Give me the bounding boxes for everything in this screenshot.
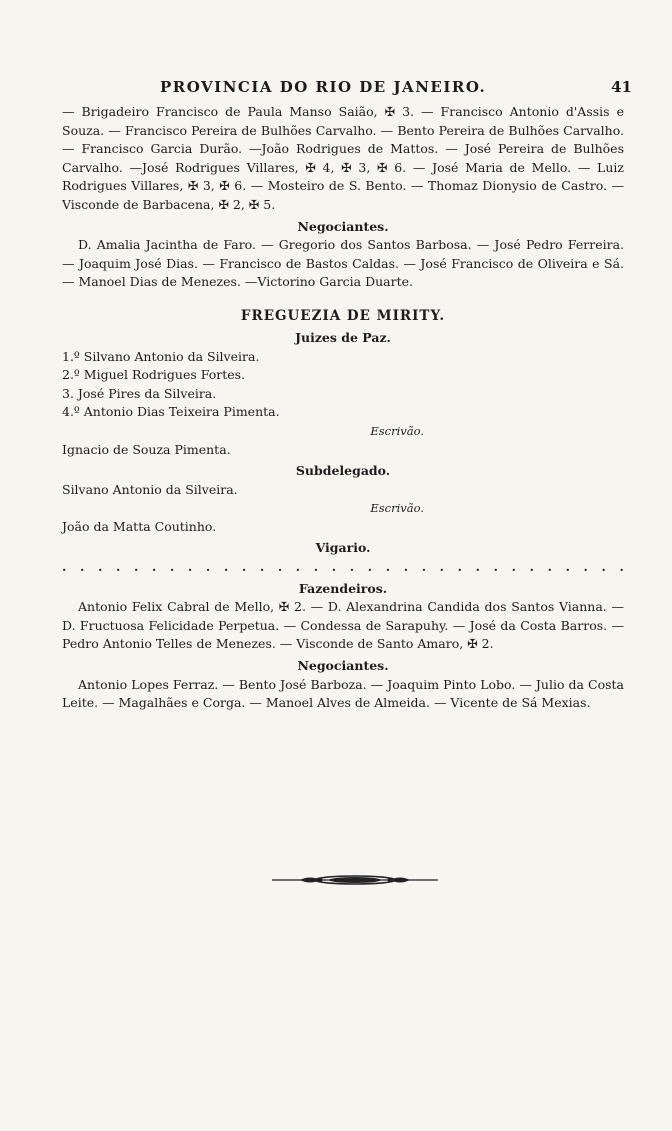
list-item: 3. José Pires da Silveira. (62, 385, 217, 401)
escrivao-name: Ignacio de Souza Pimenta. (62, 441, 231, 457)
running-title: PROVINCIA DO RIO DE JANEIRO. (160, 78, 487, 96)
list-item: 4.º Antonio Dias Teixeira Pimenta. (62, 404, 280, 420)
juizes-heading: Juizes de Paz. (295, 329, 391, 345)
page-number: 41 (611, 78, 632, 96)
list-item: 2.º Miguel Rodrigues Fortes. (62, 367, 246, 383)
negociantes-list: Antonio Lopes Ferraz. — Bento José Barboza. — Joaquim Pinto Lobo. — Julio da Costa Leite. — Magalhães e Corga. — Manoel Alves de Almeida. — Vicente de Sá Mexias. (62, 676, 624, 711)
opening-paragraph: — Brigadeiro Francisco de Paula Manso Saião, ✠ 3. — Francisco Antonio d'Assis e Souza. — Francisco Pereira de Bulhões Carvalho. — Bento Pereira de Bulhões Carvalho. — Francisco Garcia Durão. —João Rodrigues de Mattos. — José Pereira de Bulhões Carvalho. —José Rodrigues Villares, ✠ 4, ✠ 3, ✠ 6. — José Maria de Mello. — Luiz Rodrigues Villares, ✠ 3, ✠ 6. — Mosteiro de S. Bento. — Thomaz Dionysio de Castro. —Visconde de Barbacena, ✠ 2, ✠ 5. (62, 104, 624, 212)
page-header (0, 78, 672, 100)
negociantes-list: D. Amalia Jacintha de Faro. — Gregorio dos Santos Barbosa. — José Pedro Ferreira. — Joaquim José Dias. — Francisco de Bastos Caldas. — José Francisco de Oliveira e Sá. — Manoel Dias de Menezes. —Victorino Garcia Duarte. (62, 237, 624, 290)
escrivao-label: Escrivão. (370, 501, 424, 516)
fazendeiros-list: Antonio Felix Cabral de Mello, ✠ 2. — D. Alexandrina Candida dos Santos Vianna. — D. Fructuosa Felicidade Perpetua. — Condessa de Sarapuhy. — José da Costa Barros. — Pedro Antonio Telles de Menezes. — Visconde de Santo Amaro, ✠ 2. (62, 599, 624, 652)
vigario-heading: Vigario. (315, 540, 371, 556)
fazendeiros-heading: Fazendeiros. (298, 580, 388, 596)
list-item: 1.º Silvano Antonio da Silveira. (62, 348, 260, 364)
negociantes-heading: Negociantes. (297, 658, 389, 674)
escrivao-name: João da Matta Coutinho. (62, 518, 217, 534)
juizes-list (62, 348, 624, 422)
leader-dots: . . . . . . . . . . . . . . . . . . . . . . . . . . . . . . . . (62, 559, 624, 575)
negociantes-heading: Negociantes. (297, 218, 389, 234)
subdelegado-name: Silvano Antonio da Silveira. (62, 481, 238, 497)
decorative-rule-icon (270, 870, 440, 890)
escrivao-label: Escrivão. (370, 423, 424, 438)
page-body (62, 103, 624, 713)
subdelegado-heading: Subdelegado. (295, 463, 391, 479)
section-title: FREGUEZIA DE MIRITY. (240, 307, 446, 324)
